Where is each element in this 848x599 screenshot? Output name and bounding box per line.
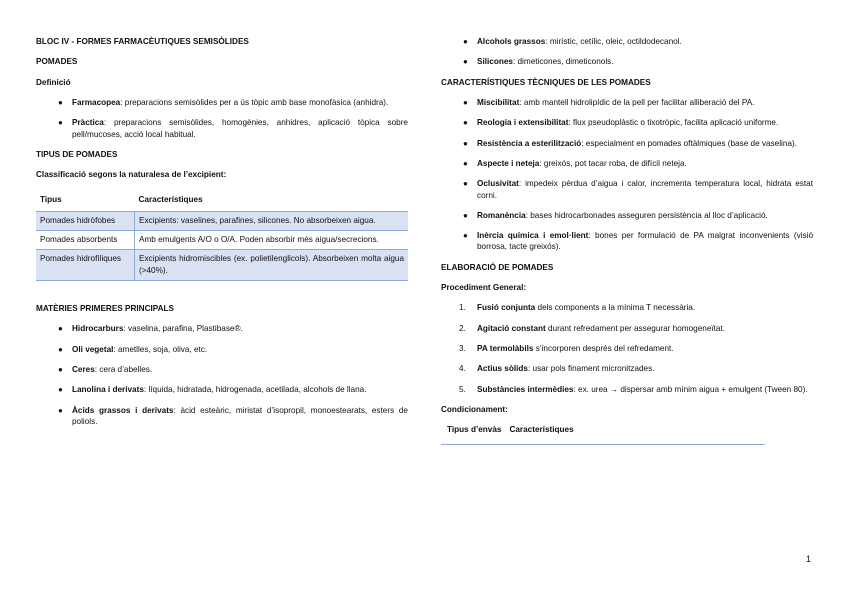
bullet-icon: ● [58,118,63,128]
table-cell: Pomades absorbents [36,231,135,250]
materies-list-continued [441,36,813,68]
list-item: ● Miscibilitat: amb mantell hidrolipídic de la pell per facilitar alliberació del PA. [463,97,755,107]
table-cell: Amb emulgents A/O o O/A. Poden absorbir més aigua/secrecions. [135,231,409,250]
bullet-icon: ● [463,210,468,220]
bullet-icon: ● [463,37,468,46]
definition-list [36,97,408,140]
bullet-icon: ● [463,231,468,241]
table-cell: Excipients: vaselines, parafines, silicones. No absorbeixen aigua. [135,211,409,230]
list-item: ● Ceres: cera d’abelles. [58,365,153,374]
condicionament-label: Condicionament: [441,404,508,414]
bullet-icon: ● [58,324,63,334]
list-item: 2. Agitació constant durant refredament per assegurar homogeneïtat. [459,323,726,333]
list-item: ● Alcohols grassos: mirístic, cetílic, oleic, octildodecanol. [463,37,682,46]
list-item: ● Lanolina i derivats: líquida, hidratada, hidrogenada, acetilada, alcohols de llana. [58,385,367,395]
table-row [36,211,408,230]
list-item: ● Resistència a esterilització: especialment en pomades oftàlmiques (base de vaselina). [463,138,797,148]
bullet-icon: ● [463,118,468,128]
list-item: ● Romanència: bases hidrocarbonades asseguren persistència al lloc d’aplicació. [463,210,768,220]
page-number: 1 [806,554,812,564]
materies-list [36,323,408,427]
procediment-list [441,302,813,395]
list-item: ● Pràctica: preparacions semisòlides, homogènies, anhidres, aplicació tòpica sobre pell/mucoses, acció local habitual. [58,118,408,139]
table-header-caracteristiques: Característiques [135,190,409,212]
procediment-label: Procediment General: [441,283,527,293]
table-header-caracteristiques: Característiques [509,425,574,435]
bullet-icon: ● [58,344,63,354]
list-item: 4. Actius sòlids: usar pols finament micronitzades. [459,364,655,374]
bullet-icon: ● [463,158,468,168]
table-header-tipus-envas: Tipus d’envàs [447,425,502,435]
section-materies: MATÈRIES PRIMERES PRINCIPALS [36,304,174,314]
bullet-icon: ● [58,385,63,395]
table-row [36,231,408,250]
document-title: BLOC IV - FORMES FARMACÈUTIQUES SEMISÒLIDES [36,37,249,46]
list-item: ● Reologia i extensibilitat: flux pseudoplàstic o tixotròpic, facilita aplicació uniforme. [463,118,779,128]
section-caracteristiques: CARACTERÍSTIQUES TÈCNIQUES DE LES POMADES [441,77,651,87]
list-item: 5. Substàncies intermèdies: ex. urea → dispersar amb mínim aigua + emulgent (Tween 80). [459,384,808,394]
subsection-definicio: Definició [36,77,71,87]
caracteristiques-list [441,97,813,253]
bullet-icon: ● [58,405,63,415]
bullet-icon: ● [463,138,468,148]
table-cell: Pomades hidrofíliques [36,250,135,281]
list-item: ● Hidrocarburs: vaselina, parafina, Plastibase®. [58,324,243,334]
list-item: 3. PA termolàbils s’incorporen després del refredament. [459,344,674,353]
right-column [441,36,813,445]
list-item: ● Silicones: dimeticones, dimeticonols. [463,57,614,67]
list-item: ● Oclusivitat: impedeix pèrdua d’aigua i calor, incrementa temperatura local, hidrata estat corni. [463,179,813,200]
bullet-icon: ● [463,179,468,189]
section-elaboracio: ELABORACIÓ DE POMADES [441,262,554,272]
section-tipus: TIPUS DE POMADES [36,149,118,159]
list-item: ● Aspecte i neteja: greixós, pot tacar roba, de difícil neteja. [463,158,687,168]
table-header-tipus: Tipus [36,190,135,212]
classification-label: Classificació segons la naturalesa de l’excipient: [36,170,227,180]
left-column [36,36,408,436]
table-cell: Excipients hidromiscibles (ex. polietilenglicols). Absorbeixen molta aigua (>40%). [135,250,409,281]
list-item: ● Inèrcia química i emol·lient: bones per formulació de PA malgrat inconvenients (visió borrosa, tacte greixós). [463,231,814,252]
types-table [36,190,408,282]
table-cell: Pomades hidròfobes [36,211,135,230]
section-pomades: POMADES [36,57,78,67]
list-item: ● Àcids grassos i derivats: àcid esteàric, miristat d’isopropil, monoestearats, esters de poliols. [58,405,408,426]
table-row [36,250,408,281]
bullet-icon: ● [463,97,468,107]
list-item: 1. Fusió conjunta dels components a la mínima T necessària. [459,303,696,313]
table-header-row [36,190,408,212]
condicionament-table-header [441,424,765,444]
bullet-icon: ● [58,365,63,374]
bullet-icon: ● [463,57,468,67]
bullet-icon: ● [58,97,63,107]
list-item: ● Farmacopea: preparacions semisòlides per a ús tòpic amb base monofàsica (anhidra). [58,97,389,107]
list-item: ● Oli vegetal: ametlles, soja, oliva, etc. [58,344,208,354]
